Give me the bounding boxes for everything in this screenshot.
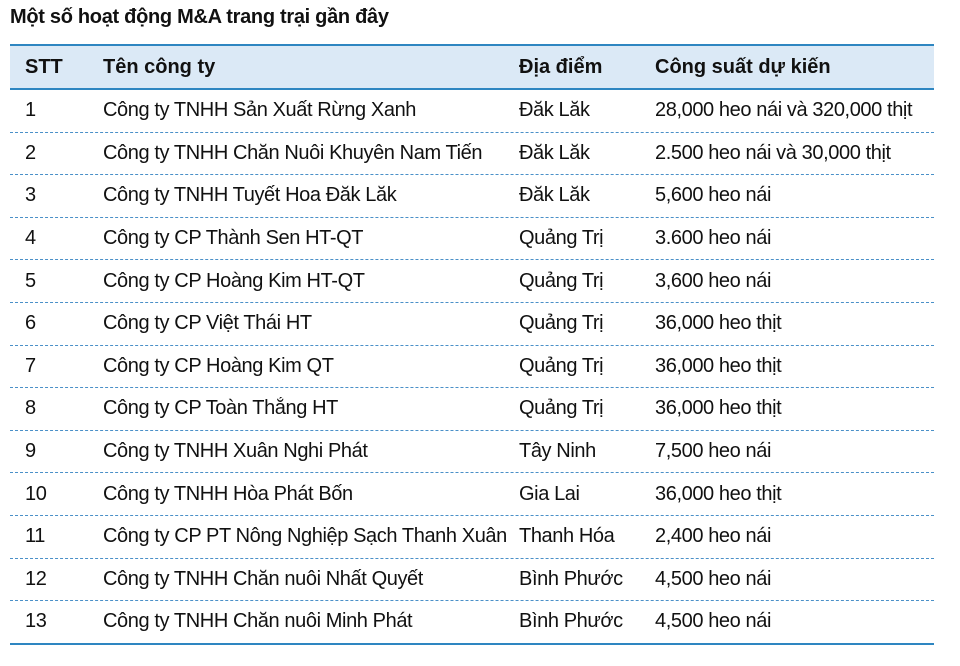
table-row [10, 516, 934, 559]
cell-location: Quảng Trị [519, 312, 604, 335]
cell-company: Công ty CP Hoàng Kim QT [103, 354, 334, 377]
table-body [10, 90, 934, 645]
cell-company: Công ty TNHH Tuyết Hoa Đăk Lăk [103, 184, 397, 207]
table-row [10, 473, 934, 516]
cell-company: Công ty TNHH Hòa Phát Bốn [103, 482, 353, 505]
column-header-stt: STT [25, 55, 63, 78]
cell-stt: 7 [25, 354, 36, 377]
cell-company: Công ty TNHH Xuân Nghi Phát [103, 440, 368, 463]
cell-capacity: 3.600 heo nái [655, 227, 772, 250]
table-row [10, 218, 934, 261]
cell-capacity: 36,000 heo thịt [655, 312, 782, 335]
cell-stt: 13 [25, 610, 47, 633]
cell-capacity: 2,400 heo nái [655, 525, 772, 548]
cell-location: Đăk Lăk [519, 141, 590, 164]
cell-capacity: 36,000 heo thịt [655, 354, 782, 377]
ma-table [10, 44, 934, 645]
cell-capacity: 28,000 heo nái và 320,000 thịt [655, 99, 913, 122]
table-header [10, 46, 934, 90]
cell-company: Công ty TNHH Sản Xuất Rừng Xanh [103, 99, 417, 122]
cell-stt: 10 [25, 482, 47, 505]
cell-stt: 3 [25, 184, 36, 207]
cell-capacity: 4,500 heo nái [655, 567, 772, 590]
column-header-location: Địa điểm [519, 55, 603, 78]
table-row [10, 346, 934, 389]
table-row [10, 90, 934, 133]
cell-location: Gia Lai [519, 482, 580, 505]
cell-company: Công ty CP Thành Sen HT-QT [103, 227, 364, 250]
cell-company: Công ty TNHH Chăn Nuôi Khuyên Nam Tiến [103, 141, 483, 164]
cell-stt: 9 [25, 440, 36, 463]
cell-capacity: 36,000 heo thịt [655, 397, 782, 420]
cell-location: Quảng Trị [519, 227, 604, 250]
cell-stt: 6 [25, 312, 36, 335]
cell-company: Công ty TNHH Chăn nuôi Minh Phát [103, 610, 413, 633]
cell-company: Công ty CP Toàn Thắng HT [103, 397, 338, 420]
table-row [10, 175, 934, 218]
cell-company: Công ty CP Hoàng Kim HT-QT [103, 269, 365, 292]
table-row [10, 559, 934, 602]
cell-location: Thanh Hóa [519, 525, 615, 548]
table-row [10, 133, 934, 176]
table-row [10, 601, 934, 645]
cell-company: Công ty CP Việt Thái HT [103, 312, 312, 335]
cell-company: Công ty TNHH Chăn nuôi Nhất Quyết [103, 567, 423, 590]
cell-capacity: 5,600 heo nái [655, 184, 772, 207]
cell-stt: 11 [25, 525, 45, 548]
cell-stt: 12 [25, 567, 47, 590]
cell-stt: 1 [25, 99, 36, 122]
cell-capacity: 4,500 heo nái [655, 610, 772, 633]
cell-capacity: 3,600 heo nái [655, 269, 772, 292]
cell-stt: 4 [25, 227, 36, 250]
cell-location: Quảng Trị [519, 354, 604, 377]
cell-location: Quảng Trị [519, 397, 604, 420]
cell-location: Quảng Trị [519, 269, 604, 292]
table-row [10, 260, 934, 303]
table-row [10, 388, 934, 431]
cell-stt: 8 [25, 397, 36, 420]
page-title: Một số hoạt động M&A trang trại gần đây [10, 6, 389, 28]
cell-capacity: 2.500 heo nái và 30,000 thịt [655, 141, 891, 164]
cell-location: Đăk Lăk [519, 184, 590, 207]
cell-stt: 2 [25, 141, 36, 164]
cell-capacity: 36,000 heo thịt [655, 482, 782, 505]
cell-capacity: 7,500 heo nái [655, 440, 772, 463]
cell-company: Công ty CP PT Nông Nghiệp Sạch Thanh Xuân [103, 525, 507, 548]
cell-location: Đăk Lăk [519, 99, 590, 122]
table-row [10, 431, 934, 474]
cell-stt: 5 [25, 269, 36, 292]
cell-location: Bình Phước [519, 567, 623, 590]
column-header-company: Tên công ty [103, 55, 216, 78]
table-row [10, 303, 934, 346]
cell-location: Tây Ninh [519, 440, 596, 463]
cell-location: Bình Phước [519, 610, 623, 633]
column-header-capacity: Công suất dự kiến [655, 55, 831, 78]
